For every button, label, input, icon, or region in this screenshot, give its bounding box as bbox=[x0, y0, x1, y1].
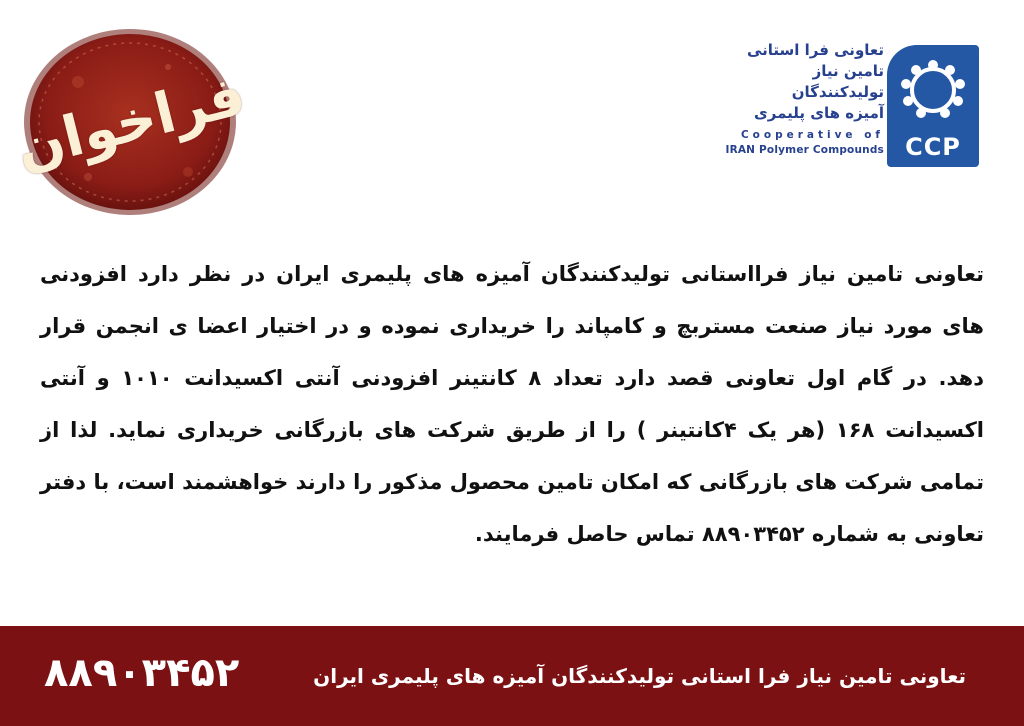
announcement-stamp bbox=[9, 22, 252, 222]
logo-en-line-2: IRAN Polymer Compounds bbox=[725, 144, 884, 156]
logo-fa-line-1: تعاونی فرا استانی bbox=[746, 41, 884, 59]
footer-phone-number: ۸۸۹۰۳۴۵۲ bbox=[44, 650, 240, 696]
footer-bar bbox=[0, 626, 1024, 726]
ccp-logo bbox=[887, 45, 979, 167]
logo-fa-line-4: آمیزه های پلیمری bbox=[754, 104, 884, 122]
logo-fa-line-3: تولیدکنندگان bbox=[791, 83, 884, 101]
logo-text-block bbox=[644, 40, 884, 158]
logo-en-line-1 bbox=[644, 128, 884, 143]
logo-abbreviation: CCP bbox=[905, 133, 961, 161]
logo-fa-line-2: تامین نیاز bbox=[812, 62, 884, 80]
announcement-paragraph: تعاونی تامین نیاز فرااستانی تولیدکنندگان آمیزه های پلیمری ایران در نظر دارد افزودنی های مورد نیاز صنعت مستربچ و کامپاند را خریداری نموده و در اختیار اعضا ی انجمن قرار دهد. در گام اول تعاونی قصد دارد تعداد ۸ کانتینر افزودنی آنتی اکسیدانت ۱۰۱۰ و آنتی اکسیدانت ۱۶۸ (هر یک ۴کانتینر ) را از طریق شرکت های بازرگانی خریداری نماید. لذا از تمامی شرکت های بازرگانی که امکان تامین محصول مذکور را دارند خواهشمند است، با دفتر تعاونی به شماره ۸۸۹۰۳۴۵۲ تماس حاصل فرمایند. bbox=[40, 262, 985, 546]
stamp-title: فراخوان bbox=[9, 62, 252, 182]
logo-en-cooperative: Cooperative of bbox=[740, 129, 884, 141]
footer-organization-name: تعاونی تامین نیاز فرا استانی تولیدکنندگان آمیزه های پلیمری ایران bbox=[313, 664, 966, 688]
molecule-ring-icon bbox=[899, 59, 967, 121]
